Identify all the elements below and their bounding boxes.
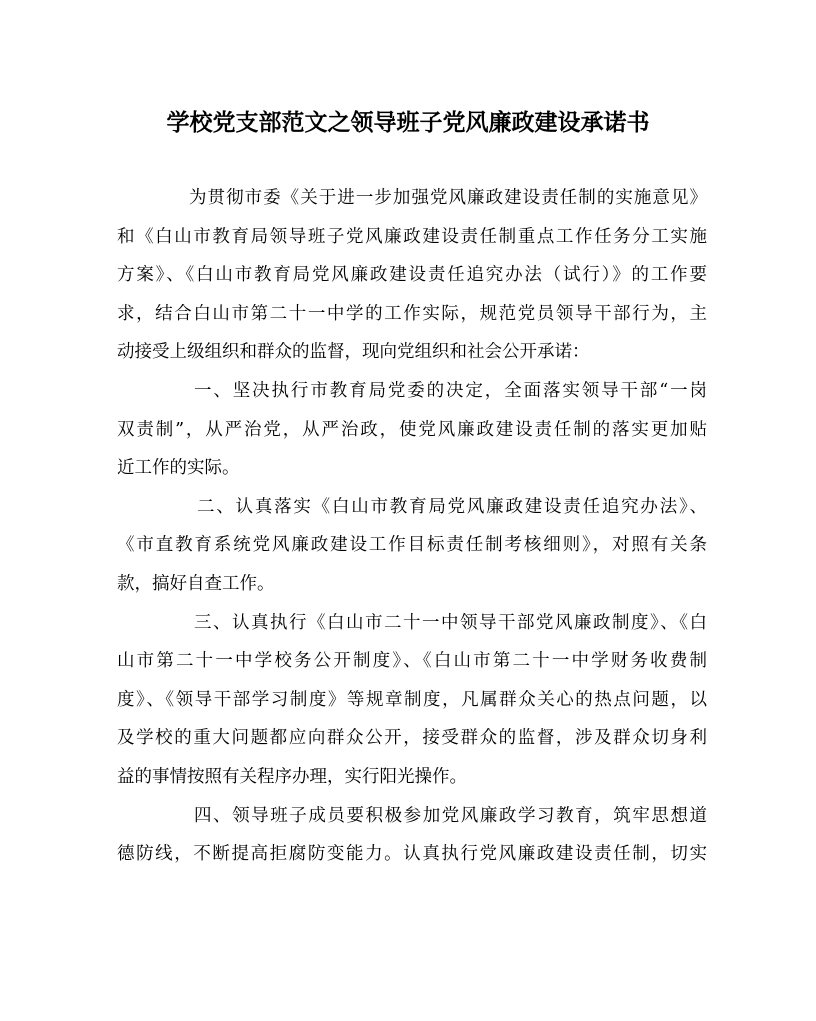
paragraph-item-2 bbox=[117, 488, 707, 604]
paragraph-line: 求，结合白山市第二十一中学的工作实际，规范党员领导干部行为，主 bbox=[117, 303, 707, 324]
paragraph-line: 三、认真执行《白山市二十一中领导干部党风廉政制度》、《白 bbox=[194, 612, 707, 633]
paragraph-line: 二、认真落实《白山市教育局党风廉政建设责任追究办法》、 bbox=[197, 496, 707, 517]
paragraph-line: 近工作的实际。 bbox=[117, 458, 240, 479]
paragraph-line: 山市第二十一中学校务公开制度》、《白山市第二十一中学财务收费制 bbox=[117, 651, 707, 672]
paragraph-line: 为贯彻市委《关于进一步加强党风廉政建设责任制的实施意见》 bbox=[189, 188, 707, 208]
paragraph-line: 及学校的重大问题都应向群众公开，接受群众的监督，涉及群众切身利 bbox=[117, 728, 707, 749]
paragraph-line: 一、坚决执行市教育局党委的决定，全面落实领导干部“一岗 bbox=[194, 380, 707, 401]
document-body bbox=[117, 179, 707, 874]
paragraph-line: 度》、《领导干部学习制度》等规章制度，凡属群众关心的热点问题，以 bbox=[117, 689, 707, 710]
paragraph-intro bbox=[117, 179, 707, 372]
paragraph-item-1 bbox=[117, 372, 707, 488]
paragraph-line: 德防线，不断提高拒腐防变能力。认真执行党风廉政建设责任制，切实 bbox=[117, 844, 707, 865]
paragraph-line: 益的事情按照有关程序办理，实行阳光操作。 bbox=[117, 766, 467, 787]
paragraph-item-4 bbox=[117, 797, 707, 874]
paragraph-line: 方案》、《白山市教育局党风廉政建设责任追究办法（试行）》的工作要 bbox=[117, 265, 707, 286]
paragraph-line: 四、领导班子成员要积极参加党风廉政学习教育，筑牢思想道 bbox=[194, 805, 707, 826]
paragraph-line: 双责制”，从严治党，从严治政，使党风廉政建设责任制的落实更加贴 bbox=[117, 419, 707, 440]
paragraph-line: 《市直教育系统党风廉政建设工作目标责任制考核细则》，对照有关条 bbox=[117, 535, 707, 556]
paragraph-item-3 bbox=[117, 604, 707, 797]
document-title: 学校党支部范文之领导班子党风廉政建设承诺书 bbox=[166, 109, 650, 136]
paragraph-line: 动接受上级组织和群众的监督，现向党组织和社会公开承诺： bbox=[117, 342, 590, 363]
paragraph-line: 款，搞好自查工作。 bbox=[117, 573, 275, 594]
paragraph-line: 和《白山市教育局领导班子党风廉政建设责任制重点工作任务分工实施 bbox=[117, 226, 707, 247]
